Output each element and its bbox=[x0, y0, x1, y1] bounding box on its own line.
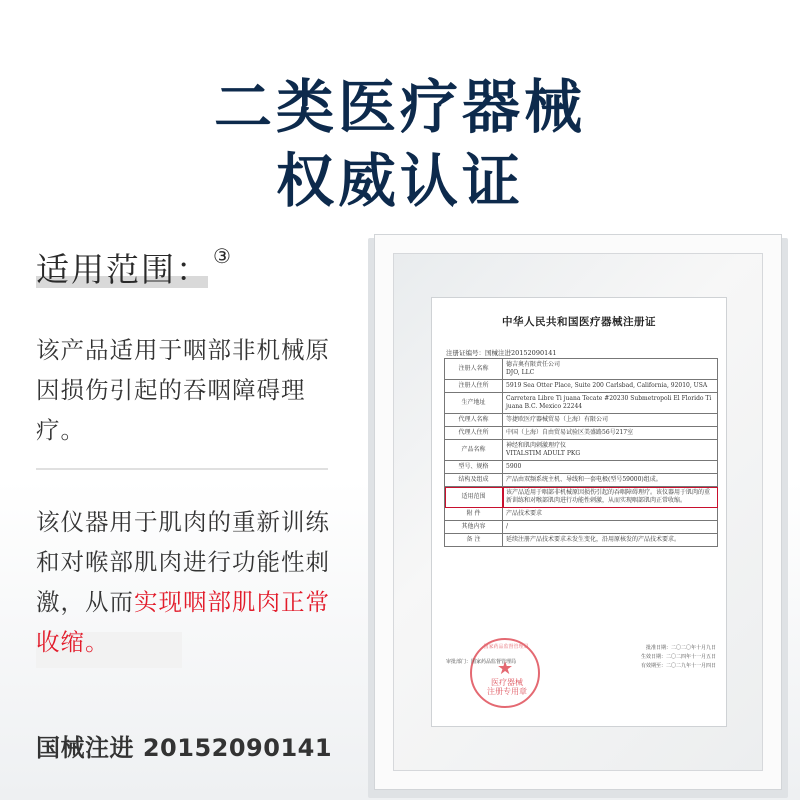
scope-description: 该产品适用于咽部非机械原因损伤引起的吞咽障碍理疗。 bbox=[36, 336, 330, 444]
registration-number: 国械注进 20152090141 bbox=[36, 734, 333, 762]
certificate-field-label: 结构及组成 bbox=[445, 474, 503, 487]
certificate-field-value: 等捷欧医疗器械贸易（上海）有限公司 bbox=[503, 414, 718, 427]
certificate-field-label: 注册人住所 bbox=[445, 380, 503, 393]
effective-date: 生效日期：二〇二四年十一月五日 bbox=[640, 654, 716, 660]
certificate-field-value: 该产品适用于咽部非机械原因损伤引起的吞咽障碍理疗。该仪器用于肌肉的重新训练和对喉部肌肉进行功能性刺激，从而实现咽部肌肉正常收缩。 bbox=[503, 487, 718, 508]
certificate-field-label: 附 件 bbox=[445, 508, 503, 521]
certificate-field-label: 型号、规格 bbox=[445, 461, 503, 474]
expiry-date: 有效期至：二〇二九年十一月四日 bbox=[640, 663, 716, 669]
certificate-row bbox=[445, 414, 718, 427]
certificate-field-value: 产品技术要求 bbox=[503, 508, 718, 521]
footnote-mark: ③ bbox=[213, 244, 233, 268]
certificate-field-value: 5919 Sea Otter Place, Suite 200 Carlsbad, California, 92010, USA bbox=[503, 380, 718, 393]
certificate-field-value: 延续注册产品技术要求未发生变化，沿用原核发的产品技术要求。 bbox=[503, 534, 718, 547]
certificate-row bbox=[445, 487, 718, 508]
certificate-row bbox=[445, 508, 718, 521]
certificate-row bbox=[445, 359, 718, 380]
headline-line-2: 权威认证 bbox=[275, 147, 524, 215]
certificate-row bbox=[445, 440, 718, 461]
function-description bbox=[36, 502, 336, 662]
function-highlight: 实现咽部肌肉正常收缩。 bbox=[36, 588, 330, 656]
seal-ring-text: 国家药品监督管理局 bbox=[483, 644, 529, 650]
certificate-row bbox=[445, 380, 718, 393]
divider bbox=[36, 468, 328, 470]
certificate-field-value: 德吉奥有限责任公司 DJO, LLC bbox=[503, 359, 718, 380]
certificate-field-value: 神经和肌肉刺激理疗仪 VITALSTIM ADULT PKG bbox=[503, 440, 718, 461]
registration-certificate bbox=[431, 297, 727, 727]
scope-heading bbox=[36, 244, 233, 291]
certificate-field-label: 注册人名称 bbox=[445, 359, 503, 380]
certificate-field-value: 中国（上海）自由贸易试验区美盛路56号217室 bbox=[503, 427, 718, 440]
certificate-row bbox=[445, 461, 718, 474]
official-seal bbox=[470, 638, 540, 708]
certificate-field-label: 代理人住所 bbox=[445, 427, 503, 440]
certificate-field-label: 生产地址 bbox=[445, 393, 503, 414]
certificate-title: 中华人民共和国医疗器械注册证 bbox=[502, 316, 656, 328]
certificate-dates bbox=[641, 644, 716, 671]
certificate-row bbox=[445, 474, 718, 487]
function-text: 该仪器用于肌肉的重新训练和对喉部肌肉进行功能性刺激，从而 bbox=[36, 508, 330, 616]
certificate-row bbox=[445, 521, 718, 534]
certificate-row bbox=[445, 393, 718, 414]
star-icon: ★ bbox=[497, 658, 514, 679]
certificate-field-label: 其他内容 bbox=[445, 521, 503, 534]
certificate-field-label: 代理人名称 bbox=[445, 414, 503, 427]
issuer: 审批部门：国家药品监督管理局 bbox=[446, 659, 517, 665]
certificate-field-value: 产品由双频系统主机、导线和一套电极(型号59000)组成。 bbox=[503, 474, 718, 487]
certificate-row bbox=[445, 534, 718, 547]
certificate-field-value: 5900 bbox=[503, 461, 718, 474]
approval-date: 批准日期：二〇二〇年十月九日 bbox=[645, 645, 716, 651]
seal-text: 医疗器械 注册专用章 bbox=[487, 678, 527, 696]
certificate-frame bbox=[374, 234, 782, 790]
certificate-field-label: 产品名称 bbox=[445, 440, 503, 461]
headline-line-1: 二类医疗器械 bbox=[213, 73, 586, 141]
certificate-field-label: 适用范围 bbox=[445, 487, 503, 508]
certificate-table bbox=[444, 358, 718, 547]
scope-heading-text: 适用范围： bbox=[36, 250, 211, 289]
certificate-field-value: Carretera Libre Ti juana Tecate #20230 Submetropoli El Florido Ti juana B.C. Mexico 22244 bbox=[503, 393, 718, 414]
certificate-field-value: / bbox=[503, 521, 718, 534]
certificate-number: 注册证编号：国械注进20152090141 bbox=[446, 349, 557, 357]
certificate-field-label: 备 注 bbox=[445, 534, 503, 547]
certificate-row bbox=[445, 427, 718, 440]
